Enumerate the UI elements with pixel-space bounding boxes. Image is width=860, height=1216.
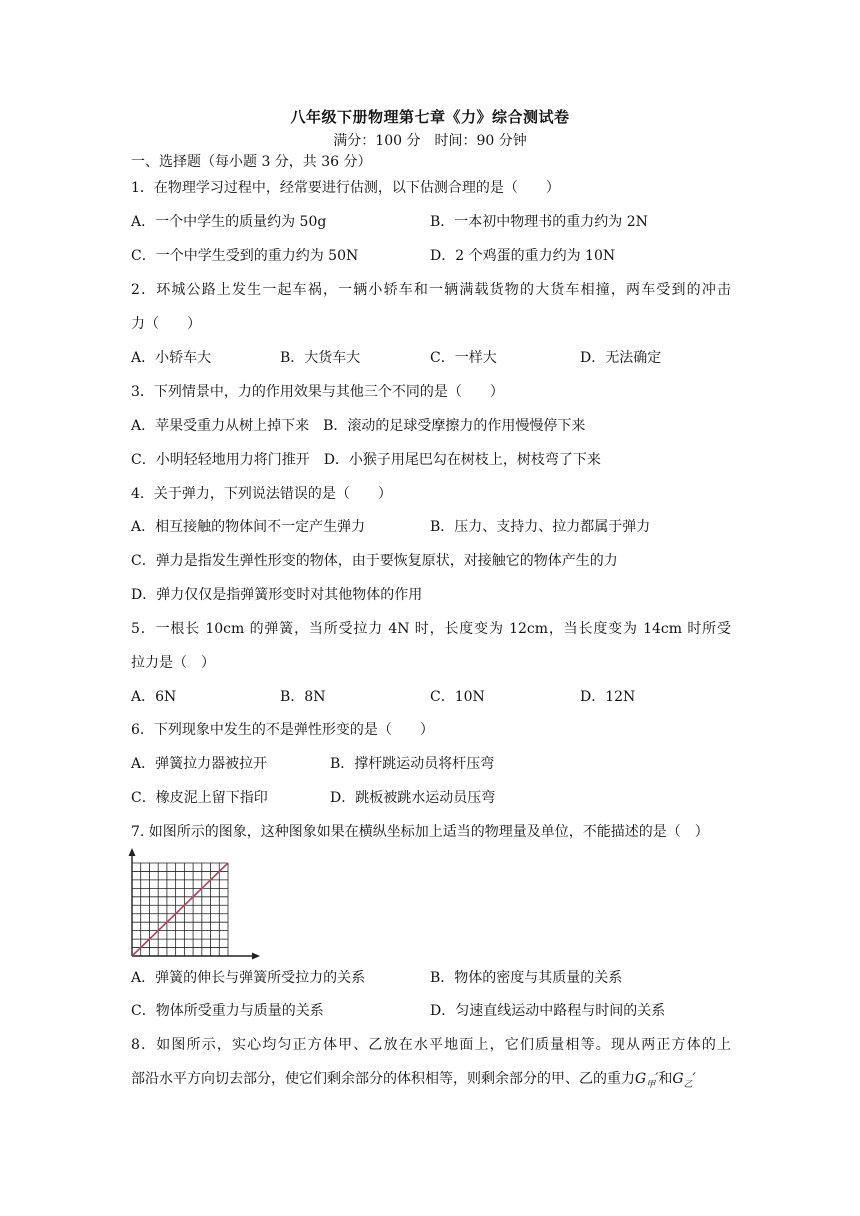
q6-option-b: B．撑杆跳运动员将杆压弯 [330, 756, 495, 772]
q1-option-b: B．一本初中物理书的重力约为 2N [430, 214, 648, 230]
q4-option-c: C．弹力是指发生弹性形变的物体，由于要恢复原状，对接触它的物体产生的力 [131, 553, 618, 569]
q6-option-c: C．橡皮泥上留下指印 [131, 790, 268, 806]
y-axis-arrow-icon [129, 848, 136, 856]
q4-stem: 4．关于弹力，下列说法错误的是（ ） [131, 486, 392, 502]
q6-option-a: A．弹簧拉力器被拉开 [131, 756, 268, 772]
section-heading: 一、选择题（每小题 3 分，共 36 分） [131, 154, 372, 170]
exam-title: 八年级下册物理第七章《力》综合测试卷 [290, 108, 570, 126]
q3-stem: 3．下列情景中，力的作用效果与其他三个不同的是（ ） [131, 384, 504, 400]
q8-and: 和 [658, 1071, 673, 1087]
q2-option-b: B．大货车大 [280, 350, 361, 366]
q5-option-a: A．6N [131, 689, 177, 705]
q5-option-d: D．12N [580, 689, 636, 705]
q6-stem: 6．下列现象中发生的不是弹性形变的是（ ） [131, 722, 434, 738]
q1-stem: 1．在物理学习过程中，经常要进行估测，以下估测合理的是（ ） [131, 180, 560, 196]
q7-option-a: A．弹簧的伸长与弹簧所受拉力的关系 [131, 970, 366, 986]
x-axis-arrow-icon [252, 953, 260, 960]
q3-options-cd: C．小明轻轻地用力将门推开 D．小猴子用尾巴勾在树枝上，树枝弯了下来 [131, 452, 601, 468]
q7-option-c: C．物体所受重力与质量的关系 [131, 1003, 324, 1019]
q4-option-a: A．相互接触的物体间不一定产生弹力 [131, 519, 366, 535]
q2-stem-line2: 力（ ） [131, 316, 201, 332]
q5-stem-line1: 5．一根长 10cm 的弹簧，当所受拉力 4N 时，长度变为 12cm，当长度变为 14cm 时所受 [131, 621, 731, 637]
q1-option-a: A．一个中学生的质量约为 50g [131, 214, 327, 230]
proportional-line [132, 863, 228, 956]
q7-option-d: D．匀速直线运动中路程与时间的关系 [430, 1003, 666, 1019]
q2-option-a: A．小轿车大 [131, 350, 212, 366]
q7-option-b: B．物体的密度与其质量的关系 [430, 970, 623, 986]
q4-option-d: D．弹力仅仅是指弹簧形变时对其他物体的作用 [131, 587, 423, 603]
q2-option-c: C．一样大 [430, 350, 497, 366]
q8-stem-text: 部沿水平方向切去部分，使它们剩余部分的体积相等，则剩余部分的甲、乙的重力 [131, 1071, 635, 1087]
q3-options-ab: A．苹果受重力从树上掉下来 B．滚动的足球受摩擦力的作用慢慢停下来 [131, 418, 586, 434]
exam-subtitle: 满分：100 分 时间：90 分钟 [333, 133, 527, 149]
q5-option-b: B．8N [280, 689, 326, 705]
q1-option-d: D．2 个鸡蛋的重力约为 10N [430, 248, 616, 264]
q5-option-c: C．10N [430, 689, 485, 705]
q2-option-d: D．无法确定 [580, 350, 662, 366]
q7-stem: 7. 如图所示的图象，这种图象如果在横纵坐标加上适当的物理量及单位，不能描述的是（ ） [131, 824, 709, 840]
q6-option-d: D．跳板被跳水运动员压弯 [330, 790, 496, 806]
g-jia-symbol: $G_甲'$ [635, 1071, 659, 1090]
q5-stem-line2: 拉力是（ ） [131, 655, 215, 671]
q4-option-b: B．压力、支持力、拉力都属于弹力 [430, 519, 651, 535]
q2-stem-line1: 2．环城公路上发生一起车祸，一辆小轿车和一辆满载货物的大货车相撞，两车受到的冲击 [131, 282, 731, 298]
q8-stem-line1: 8．如图所示，实心均匀正方体甲、乙放在水平地面上，它们质量相等。现从两正方体的上 [131, 1037, 731, 1053]
linear-graph-figure [122, 846, 262, 962]
g-yi-symbol: $G_乙'$ [672, 1071, 696, 1090]
q8-stem-line2 [131, 1069, 696, 1095]
q1-option-c: C．一个中学生受到的重力约为 50N [131, 248, 359, 264]
